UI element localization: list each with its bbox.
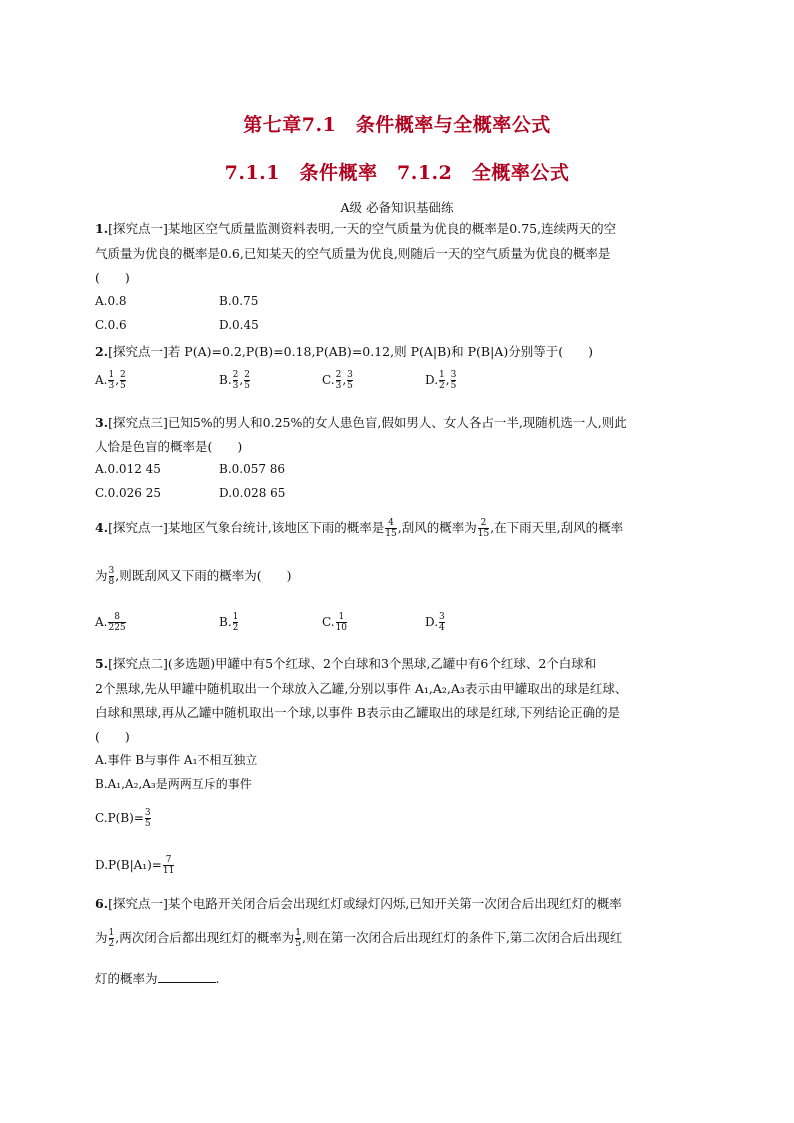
q2-option-d: D. $\frac{1}{2}$ , $\frac{3}{5}$: [425, 370, 457, 391]
q5-option-c: C.P(B)= $\frac{3}{5}$: [95, 808, 151, 829]
q2-option-a: A. $\frac{1}{3}$ , $\frac{2}{5}$: [95, 370, 126, 391]
question-5-line-1: 5.[探究点二](多选题)甲罐中有5个红球、2个白球和3个黑球,乙罐中有6个红球、2个白球和: [95, 656, 597, 671]
q3-option-c: C.0.026 25: [95, 486, 162, 500]
section-subtitle: 7.1.1 条件概率 7.1.2 全概率公式: [224, 162, 570, 184]
question-5-line-2: 2个黑球,先从甲罐中随机取出一个球放入乙罐,分别以事件 A₁,A₂,A₃表示由甲罐取出的球是红球、: [95, 681, 628, 696]
question-5-line-3: 白球和黑球,再从乙罐中随机取出一个球,以事件 B表示由乙罐取出的球是红球,下列结论正确的是: [95, 705, 621, 720]
q3-option-d: D.0.028 65: [219, 486, 286, 500]
q1-option-d: D.0.45: [219, 318, 259, 332]
question-4-line-2: 为 $\frac{3}{8}$ ,则既刮风又下雨的概率为( ): [95, 566, 292, 587]
question-3-line-1: 3.[探究点三]已知5%的男人和0.25%的女人患色盲,假如男人、女人各占一半,现随机选一人,则此: [95, 415, 627, 430]
q4-option-c: C. $\frac{1}{10}$: [322, 612, 348, 633]
q5-option-b: B.A₁,A₂,A₃是两两互斥的事件: [95, 777, 252, 791]
question-6-line-1: 6.[探究点一]某个电路开关闭合后会出现红灯或绿灯闪烁,已知开关第一次闭合后出现红灯的概率: [95, 896, 622, 911]
q1-option-c: C.0.6: [95, 318, 127, 332]
question-5-line-4: ( ): [95, 729, 130, 744]
q3-option-b: B.0.057 86: [219, 462, 286, 476]
answer-blank[interactable]: [158, 971, 216, 983]
question-2: 2.[探究点一]若 P(A)=0.2,P(B)=0.18,P(AB)=0.12,则 P(A|B)和 P(B|A)分别等于( ): [95, 344, 593, 359]
q3-option-a: A.0.012 45: [95, 462, 161, 476]
q4-option-a: A. $\frac{8}{225}$: [95, 612, 126, 633]
q1-option-b: B.0.75: [219, 294, 259, 308]
page-title: 第七章7.1 条件概率与全概率公式: [243, 114, 551, 136]
question-4-line-1: 4.[探究点一]某地区气象台统计,该地区下雨的概率是 $\frac{4}{15}$ ,刮风的概率为 $\frac{2}{15}$ ,在下雨天里,刮风的概率: [95, 518, 624, 539]
question-1-line-2: 气质量为优良的概率是0.6,已知某天的空气质量为优良,则随后一天的空气质量为优良的概率是: [95, 246, 611, 261]
question-3-line-2: 人恰是色盲的概率是( ): [95, 439, 243, 454]
q2-option-b: B. $\frac{2}{3}$ , $\frac{2}{5}$: [219, 370, 250, 391]
question-1-line-1: 1.[探究点一]某地区空气质量监测资料表明,一天的空气质量为优良的概率是0.75,连续两天的空: [95, 221, 617, 236]
q5-option-a: A.事件 B与事件 A₁不相互独立: [95, 753, 258, 767]
question-6-line-3: 灯的概率为 .: [95, 971, 220, 986]
question-6-line-2: 为 $\frac{1}{2}$ ,两次闭合后都出现红灯的概率为 $\frac{1}{5}$ ,则在第一次闭合后出现红灯的条件下,第二次闭合后出现红: [95, 928, 623, 949]
q5-option-d: D.P(B|A₁)= $\frac{7}{11}$: [95, 855, 175, 876]
question-1-line-3: ( ): [95, 270, 130, 285]
q2-option-c: C. $\frac{2}{3}$ , $\frac{3}{5}$: [322, 370, 353, 391]
q4-option-d: D. $\frac{3}{4}$: [425, 612, 445, 633]
level-heading: A级 必备知识基础练: [340, 200, 454, 215]
q1-option-a: A.0.8: [95, 294, 127, 308]
q4-option-b: B. $\frac{1}{2}$: [219, 612, 239, 633]
